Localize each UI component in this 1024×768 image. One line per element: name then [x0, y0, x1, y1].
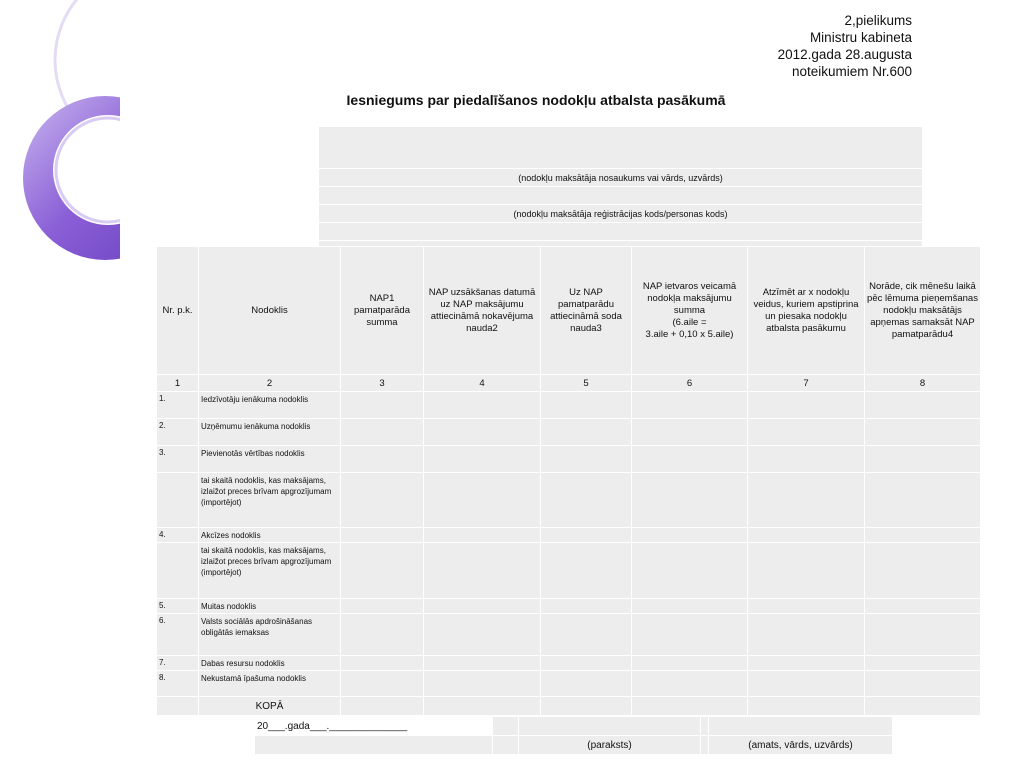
- column-number: 1: [157, 375, 199, 392]
- data-cell[interactable]: [748, 446, 865, 473]
- total-label: KOPĀ: [199, 697, 341, 716]
- col-header-payment-formula-2: 3.aile + 0,10 x 5.aile): [645, 328, 734, 340]
- row-number: 1.: [157, 392, 199, 419]
- data-cell[interactable]: [541, 473, 632, 528]
- data-cell[interactable]: [865, 473, 981, 528]
- data-cell[interactable]: [865, 392, 981, 419]
- col-header-nr: Nr. p.k.: [157, 247, 199, 375]
- total-cell[interactable]: [424, 697, 541, 716]
- row-number: 2.: [157, 419, 199, 446]
- data-cell[interactable]: [424, 671, 541, 697]
- data-cell[interactable]: [632, 419, 748, 446]
- data-cell[interactable]: [541, 599, 632, 614]
- data-cell[interactable]: [541, 671, 632, 697]
- data-cell[interactable]: [341, 392, 424, 419]
- empty-cell: [255, 736, 493, 755]
- data-cell[interactable]: [424, 543, 541, 599]
- data-cell[interactable]: [341, 599, 424, 614]
- table-row: [157, 446, 981, 473]
- data-cell[interactable]: [424, 528, 541, 543]
- col-header-penalty: Uz NAP pamatparādu attiecināmā soda nauda3: [541, 247, 632, 375]
- data-cell[interactable]: [541, 614, 632, 656]
- taxpayer-name-label: (nodokļu maksātāja nosaukums vai vārds, uzvārds): [319, 169, 923, 187]
- data-cell[interactable]: [424, 473, 541, 528]
- data-cell[interactable]: [865, 543, 981, 599]
- data-cell[interactable]: [632, 671, 748, 697]
- column-number: 4: [424, 375, 541, 392]
- data-cell[interactable]: [632, 656, 748, 671]
- appendix-number: 2,pielikums: [844, 13, 912, 28]
- tax-name: tai skaitā nodoklis, kas maksājams, izlaižot preces brīvam apgrozījumam (importējot): [199, 473, 341, 528]
- row-number: [157, 473, 199, 528]
- tax-name: Dabas resursu nodoklis: [199, 656, 341, 671]
- spacer-cell: [493, 736, 519, 755]
- col-header-late-fee: NAP uzsākšanas datumā uz NAP maksājumu attiecināmā nokavējuma nauda2: [424, 247, 541, 375]
- column-number: 5: [541, 375, 632, 392]
- empty-cell: [157, 697, 199, 716]
- signature-table: [254, 716, 893, 755]
- tax-name: Valsts sociālās apdrošināšanas obligātās iemaksas: [199, 614, 341, 656]
- data-cell[interactable]: [865, 446, 981, 473]
- data-cell[interactable]: [341, 614, 424, 656]
- data-cell[interactable]: [748, 392, 865, 419]
- data-cell[interactable]: [865, 419, 981, 446]
- data-cell[interactable]: [424, 614, 541, 656]
- data-cell[interactable]: [424, 419, 541, 446]
- data-cell[interactable]: [341, 543, 424, 599]
- data-cell[interactable]: [632, 543, 748, 599]
- tax-name: Akcīzes nodoklis: [199, 528, 341, 543]
- column-number: 6: [632, 375, 748, 392]
- data-cell[interactable]: [541, 392, 632, 419]
- col-header-months: Norāde, cik mēnešu laikā pēc lēmuma pieņemšanas nodokļu maksātājs apņemas samaksāt NAP pamatparādu4: [865, 247, 981, 375]
- tax-name: Uzņēmumu ienākuma nodoklis: [199, 419, 341, 446]
- data-cell[interactable]: [748, 473, 865, 528]
- row-number: 8.: [157, 671, 199, 697]
- data-cell[interactable]: [424, 656, 541, 671]
- regulation-number: noteikumiem Nr.600: [791, 64, 912, 79]
- table-row: [157, 473, 981, 528]
- data-cell[interactable]: [541, 656, 632, 671]
- column-number-row: [157, 375, 981, 392]
- table-row: [157, 528, 981, 543]
- table-row: [157, 656, 981, 671]
- col-header-payment-sum-title: NAP ietvaros veicamā nodokļa maksājumu summa: [642, 280, 737, 316]
- tax-name: Muitas nodoklis: [199, 599, 341, 614]
- tax-name: Nekustamā īpašuma nodoklis: [199, 671, 341, 697]
- table-row: [157, 671, 981, 697]
- data-cell[interactable]: [748, 614, 865, 656]
- total-row: [157, 697, 981, 716]
- data-cell[interactable]: [865, 614, 981, 656]
- data-cell[interactable]: [748, 543, 865, 599]
- data-cell[interactable]: [748, 656, 865, 671]
- data-cell[interactable]: [341, 446, 424, 473]
- col-header-principal: NAP1 pamatparāda summa: [341, 247, 424, 375]
- data-cell[interactable]: [341, 419, 424, 446]
- data-cell[interactable]: [541, 543, 632, 599]
- total-cell[interactable]: [865, 697, 981, 716]
- spacer-cell: [493, 717, 519, 736]
- spacer-cell: [701, 717, 709, 736]
- column-number: 2: [199, 375, 341, 392]
- data-cell[interactable]: [341, 528, 424, 543]
- decorative-circles: [0, 0, 120, 260]
- taxpayer-info-table: [318, 126, 923, 259]
- position-label: (amats, vārds, uzvārds): [709, 736, 893, 755]
- position-field[interactable]: [709, 717, 893, 736]
- data-cell[interactable]: [865, 528, 981, 543]
- taxpayer-name-field[interactable]: [319, 127, 923, 169]
- data-cell[interactable]: [632, 599, 748, 614]
- data-cell[interactable]: [632, 473, 748, 528]
- tax-name: tai skaitā nodoklis, kas maksājams, izlaižot preces brīvam apgrozījumam (importējot): [199, 543, 341, 599]
- row-number: 3.: [157, 446, 199, 473]
- data-cell[interactable]: [748, 599, 865, 614]
- data-cell[interactable]: [748, 528, 865, 543]
- taxpayer-code-label: (nodokļu maksātāja reģistrācijas kods/personas kods): [319, 205, 923, 223]
- row-number: [157, 543, 199, 599]
- tax-name: Iedzīvotāju ienākuma nodoklis: [199, 392, 341, 419]
- tax-table: [156, 246, 981, 716]
- total-cell[interactable]: [541, 697, 632, 716]
- data-cell[interactable]: [865, 599, 981, 614]
- col-header-payment-formula-1: (6.aile =: [672, 316, 707, 328]
- spacer-cell: [701, 736, 709, 755]
- table-row: [157, 543, 981, 599]
- data-cell[interactable]: [541, 528, 632, 543]
- data-cell[interactable]: [865, 656, 981, 671]
- regulation-date: 2012.gada 28.augusta: [777, 47, 912, 62]
- table-row: [157, 599, 981, 614]
- signature-label: (paraksts): [519, 736, 701, 755]
- taxpayer-address-field[interactable]: [319, 223, 923, 241]
- appendix-header: [778, 12, 912, 80]
- data-cell[interactable]: [541, 419, 632, 446]
- total-cell[interactable]: [748, 697, 865, 716]
- col-header-tax: Nodoklis: [199, 247, 341, 375]
- row-number: 4.: [157, 528, 199, 543]
- data-cell[interactable]: [424, 599, 541, 614]
- row-number: 6.: [157, 614, 199, 656]
- row-number: 5.: [157, 599, 199, 614]
- data-cell[interactable]: [632, 614, 748, 656]
- total-cell[interactable]: [341, 697, 424, 716]
- taxpayer-code-field[interactable]: [319, 187, 923, 205]
- table-row: [157, 419, 981, 446]
- data-cell[interactable]: [748, 419, 865, 446]
- page-title: Iesniegums par piedalīšanos nodokļu atbalsta pasākumā: [346, 92, 726, 108]
- data-cell[interactable]: [424, 446, 541, 473]
- data-cell[interactable]: [341, 671, 424, 697]
- data-cell[interactable]: [748, 671, 865, 697]
- row-number: 7.: [157, 656, 199, 671]
- data-cell[interactable]: [632, 392, 748, 419]
- table-row: [157, 392, 981, 419]
- data-cell[interactable]: [865, 671, 981, 697]
- table-header-row: [157, 247, 981, 375]
- column-number: 3: [341, 375, 424, 392]
- data-cell[interactable]: [341, 656, 424, 671]
- total-cell[interactable]: [632, 697, 748, 716]
- column-number: 7: [748, 375, 865, 392]
- tax-name: Pievienotās vērtības nodoklis: [199, 446, 341, 473]
- data-cell[interactable]: [424, 392, 541, 419]
- col-header-mark: Atzīmēt ar x nodokļu veidus, kuriem apstiprina un piesaka nodokļu atbalsta pasākumu: [748, 247, 865, 375]
- col-header-payment-sum: [632, 247, 748, 375]
- signature-field[interactable]: [519, 717, 701, 736]
- data-cell[interactable]: [632, 446, 748, 473]
- data-cell[interactable]: [341, 473, 424, 528]
- issuer: Ministru kabineta: [809, 30, 912, 45]
- data-cell[interactable]: [541, 446, 632, 473]
- data-cell[interactable]: [632, 528, 748, 543]
- table-row: [157, 614, 981, 656]
- date-field[interactable]: 20___.gada___.______________: [255, 717, 493, 736]
- column-number: 8: [865, 375, 981, 392]
